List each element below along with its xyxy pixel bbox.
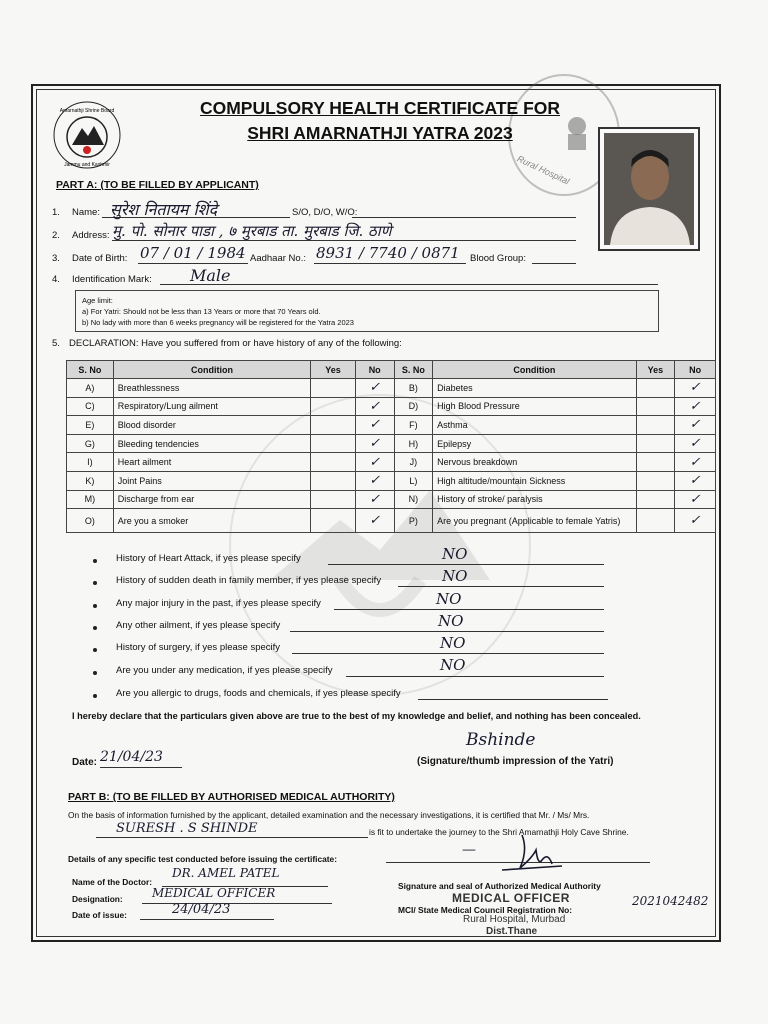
blood-group-label: Blood Group:: [470, 253, 526, 264]
field-num-4: 4.: [52, 274, 60, 285]
yatri-signature-caption: (Signature/thumb impression of the Yatri): [417, 756, 614, 767]
cell-yes: [636, 509, 675, 533]
cell-yes: [636, 453, 675, 472]
part-a-heading: PART A: (TO BE FILLED BY APPLICANT): [56, 179, 259, 191]
cell-yes: [636, 416, 675, 435]
issue-date-value: 24/04/23: [172, 902, 231, 917]
cell-yes: [311, 434, 356, 453]
cell-yes: [311, 509, 356, 533]
mci-label: MCI/ State Medical Council Registration No:: [398, 905, 573, 915]
designation-underline: [142, 903, 332, 904]
bullet-icon: [93, 671, 97, 675]
table-row: [67, 509, 716, 533]
cell-sno: G): [67, 434, 114, 453]
history-underline: [398, 586, 604, 587]
identification-underline: [160, 284, 658, 285]
name-value: सुरेश नितायम शिंदे: [110, 200, 218, 219]
age-limit-line-b: b) No lady with more than 6 weeks pregnancy will be registered for the Yatra 2023: [82, 318, 354, 327]
aadhaar-underline: [314, 263, 466, 264]
cell-sno: B): [394, 379, 433, 398]
history-answer: NO: [440, 656, 466, 674]
cell-no-tick: ✓: [675, 490, 716, 509]
cell-yes: [636, 397, 675, 416]
bullet-icon: [93, 626, 97, 630]
cell-sno: N): [394, 490, 433, 509]
name-label: Name:: [72, 207, 100, 218]
age-limit-line-a: a) For Yatri: Should not be less than 13 Years or more that 70 Years old.: [82, 307, 321, 316]
cell-condition: Are you pregnant (Applicable to female Yatris): [433, 509, 636, 533]
header-sno-2: S. No: [394, 361, 433, 379]
cell-yes: [311, 416, 356, 435]
part-b-heading: PART B: (TO BE FILLED BY AUTHORISED MEDICAL AUTHORITY): [68, 791, 395, 803]
history-underline: [328, 564, 604, 565]
part-b-intro: On the basis of information furnished by the applicant, detailed examination and the necessary investigations, it is certified that Mr. / Ms/ Mrs.: [68, 810, 590, 820]
table-row: [67, 416, 716, 435]
cell-sno: F): [394, 416, 433, 435]
cell-condition: Heart ailment: [113, 453, 310, 472]
cell-condition: Joint Pains: [113, 471, 310, 490]
cell-yes: [636, 471, 675, 490]
seal-medical-officer: MEDICAL OFFICER: [452, 891, 570, 905]
aadhaar-label: Aadhaar No.:: [250, 253, 306, 264]
cell-sno: D): [394, 397, 433, 416]
cell-yes: [636, 434, 675, 453]
field-num-2: 2.: [52, 230, 60, 241]
field-num-5: 5.: [52, 338, 60, 349]
header-yes-2: Yes: [636, 361, 675, 379]
history-answer: NO: [440, 634, 466, 652]
identification-value: Male: [190, 266, 231, 285]
person-photo-icon: [604, 133, 694, 245]
cell-no-tick: ✓: [355, 416, 394, 435]
seal-hospital: Rural Hospital, Murbad: [463, 914, 566, 925]
designation-label: Designation:: [72, 894, 123, 904]
cell-no-tick: ✓: [355, 379, 394, 398]
cell-condition: Epilepsy: [433, 434, 636, 453]
svg-text:Amarnathji Shrine Board: Amarnathji Shrine Board: [59, 108, 115, 114]
aadhaar-value: 8931 / 7740 / 0871: [316, 244, 460, 262]
cell-no-tick: ✓: [355, 471, 394, 490]
date-underline: [100, 767, 182, 768]
patient-name-underline: [96, 837, 368, 838]
identification-label: Identification Mark:: [72, 274, 152, 285]
cell-no-tick: ✓: [675, 416, 716, 435]
history-answer: NO: [442, 545, 468, 563]
table-row: [67, 397, 716, 416]
bullet-icon: [93, 581, 97, 585]
doctor-value: DR. AMEL PATEL: [172, 866, 280, 880]
cell-no-tick: ✓: [355, 397, 394, 416]
cell-condition: Breathlessness: [113, 379, 310, 398]
signature-seal-label: Signature and seal of Authorized Medical Authority: [398, 881, 601, 891]
cell-sno: J): [394, 453, 433, 472]
cell-no-tick: ✓: [675, 434, 716, 453]
table-row: [67, 490, 716, 509]
cell-yes: [636, 490, 675, 509]
cell-no-tick: ✓: [675, 509, 716, 533]
cell-sno: I): [67, 453, 114, 472]
cell-yes: [311, 471, 356, 490]
cell-yes: [636, 379, 675, 398]
header-condition-2: Condition: [433, 361, 636, 379]
yatri-signature: Bshinde: [466, 730, 536, 750]
history-underline: [292, 653, 604, 654]
cell-condition: High altitude/mountain Sickness: [433, 471, 636, 490]
header-no: No: [355, 361, 394, 379]
cell-no-tick: ✓: [675, 379, 716, 398]
cell-sno: P): [394, 509, 433, 533]
cell-sno: M): [67, 490, 114, 509]
cell-condition: Are you a smoker: [113, 509, 310, 533]
cell-no-tick: ✓: [355, 490, 394, 509]
dob-label: Date of Birth:: [72, 253, 128, 264]
cell-condition: History of stroke/ paralysis: [433, 490, 636, 509]
history-answer: NO: [442, 567, 468, 585]
field-num-1: 1.: [52, 207, 60, 218]
cell-no-tick: ✓: [355, 434, 394, 453]
cell-no-tick: ✓: [355, 509, 394, 533]
table-row: [67, 471, 716, 490]
cell-condition: Nervous breakdown: [433, 453, 636, 472]
history-question: Are you allergic to drugs, foods and chemicals, if yes please specify: [116, 688, 401, 699]
age-limit-box: [75, 290, 659, 332]
patient-name-value: SURESH . S SHINDE: [116, 821, 258, 836]
history-question: Any major injury in the past, if yes please specify: [116, 598, 321, 609]
history-question: History of surgery, if yes please specify: [116, 642, 281, 653]
title-line-1: COMPULSORY HEALTH CERTIFICATE FOR: [199, 98, 561, 118]
table-row: [67, 453, 716, 472]
title-line-2: SHRI AMARNATHJI YATRA 2023: [247, 123, 513, 143]
bullet-icon: [93, 648, 97, 652]
history-underline: [346, 676, 604, 677]
table-row: [67, 379, 716, 398]
cell-sno: E): [67, 416, 114, 435]
cell-no-tick: ✓: [675, 453, 716, 472]
table-header-row: [67, 361, 716, 379]
cell-yes: [311, 397, 356, 416]
cell-condition: Respiratory/Lung ailment: [113, 397, 310, 416]
mci-value: 2021042482: [632, 894, 709, 908]
history-underline: [334, 609, 604, 610]
cell-no-tick: ✓: [355, 453, 394, 472]
shrine-board-logo: [52, 100, 122, 170]
bullet-icon: [93, 694, 97, 698]
cell-condition: Discharge from ear: [113, 490, 310, 509]
bullet-icon: [93, 604, 97, 608]
declaration-statement: I hereby declare that the particulars given above are true to the best of my knowledge and belief, and nothing has been concealed.: [72, 711, 641, 721]
applicant-photo: [598, 127, 700, 251]
header-sno: S. No: [67, 361, 114, 379]
fit-statement: is fit to undertake the journey to the Shri Amarnathji Holy Cave Shrine.: [369, 827, 629, 837]
history-answer: NO: [438, 612, 464, 630]
designation-value: MEDICAL OFFICER: [152, 886, 276, 900]
table-row: [67, 434, 716, 453]
history-question: Are you under any medication, if yes please specify: [116, 665, 333, 676]
header-condition: Condition: [113, 361, 310, 379]
history-question: History of sudden death in family member, if yes please specify: [116, 575, 382, 586]
issue-date-underline: [140, 919, 274, 920]
cell-yes: [311, 490, 356, 509]
specific-test-label: Details of any specific test conducted before issuing the certificate:: [68, 854, 337, 864]
history-underline: [290, 631, 604, 632]
relation-underline: [352, 217, 576, 218]
address-label: Address:: [72, 230, 110, 241]
date-label: Date:: [72, 757, 98, 768]
doctor-signature: [492, 830, 572, 880]
bullet-icon: [93, 559, 97, 563]
cell-sno: A): [67, 379, 114, 398]
svg-text:Jammu and Kashmir: Jammu and Kashmir: [64, 162, 110, 168]
history-question: Any other ailment, if yes please specify: [116, 620, 281, 631]
specific-test-value: —: [462, 842, 476, 858]
issue-date-label: Date of issue:: [72, 910, 127, 920]
cell-condition: Blood disorder: [113, 416, 310, 435]
header-no-2: No: [675, 361, 716, 379]
conditions-table: [66, 360, 716, 533]
cell-sno: O): [67, 509, 114, 533]
blood-group-underline: [532, 263, 576, 264]
address-value: मु. पो. सोनार पाडा , ७ मुरबाड ता. मुरबाड जि. ठाणे: [112, 222, 392, 240]
dob-value: 07 / 01 / 1984: [140, 244, 246, 262]
stamp-text: Rural Hospital: [515, 153, 571, 187]
cell-condition: High Blood Pressure: [433, 397, 636, 416]
cell-sno: H): [394, 434, 433, 453]
history-underline: [418, 699, 608, 700]
cell-no-tick: ✓: [675, 397, 716, 416]
cell-sno: C): [67, 397, 114, 416]
cell-condition: Bleeding tendencies: [113, 434, 310, 453]
header-yes: Yes: [311, 361, 356, 379]
history-question: History of Heart Attack, if yes please specify: [116, 553, 301, 564]
cell-yes: [311, 453, 356, 472]
doctor-label: Name of the Doctor:: [72, 877, 153, 887]
cell-condition: Diabetes: [433, 379, 636, 398]
history-answer: NO: [436, 590, 462, 608]
cell-yes: [311, 379, 356, 398]
cell-sno: K): [67, 471, 114, 490]
seal-district: Dist.Thane: [486, 926, 538, 937]
date-value: 21/04/23: [100, 749, 163, 765]
cell-no-tick: ✓: [675, 471, 716, 490]
cell-sno: L): [394, 471, 433, 490]
age-limit-title: Age limit:: [82, 296, 113, 305]
cell-condition: Asthma: [433, 416, 636, 435]
declaration-question: DECLARATION: Have you suffered from or have history of any of the following:: [69, 338, 402, 349]
field-num-3: 3.: [52, 253, 60, 264]
dob-underline: [138, 263, 248, 264]
relation-label: S/O, D/O, W/O:: [292, 207, 358, 218]
